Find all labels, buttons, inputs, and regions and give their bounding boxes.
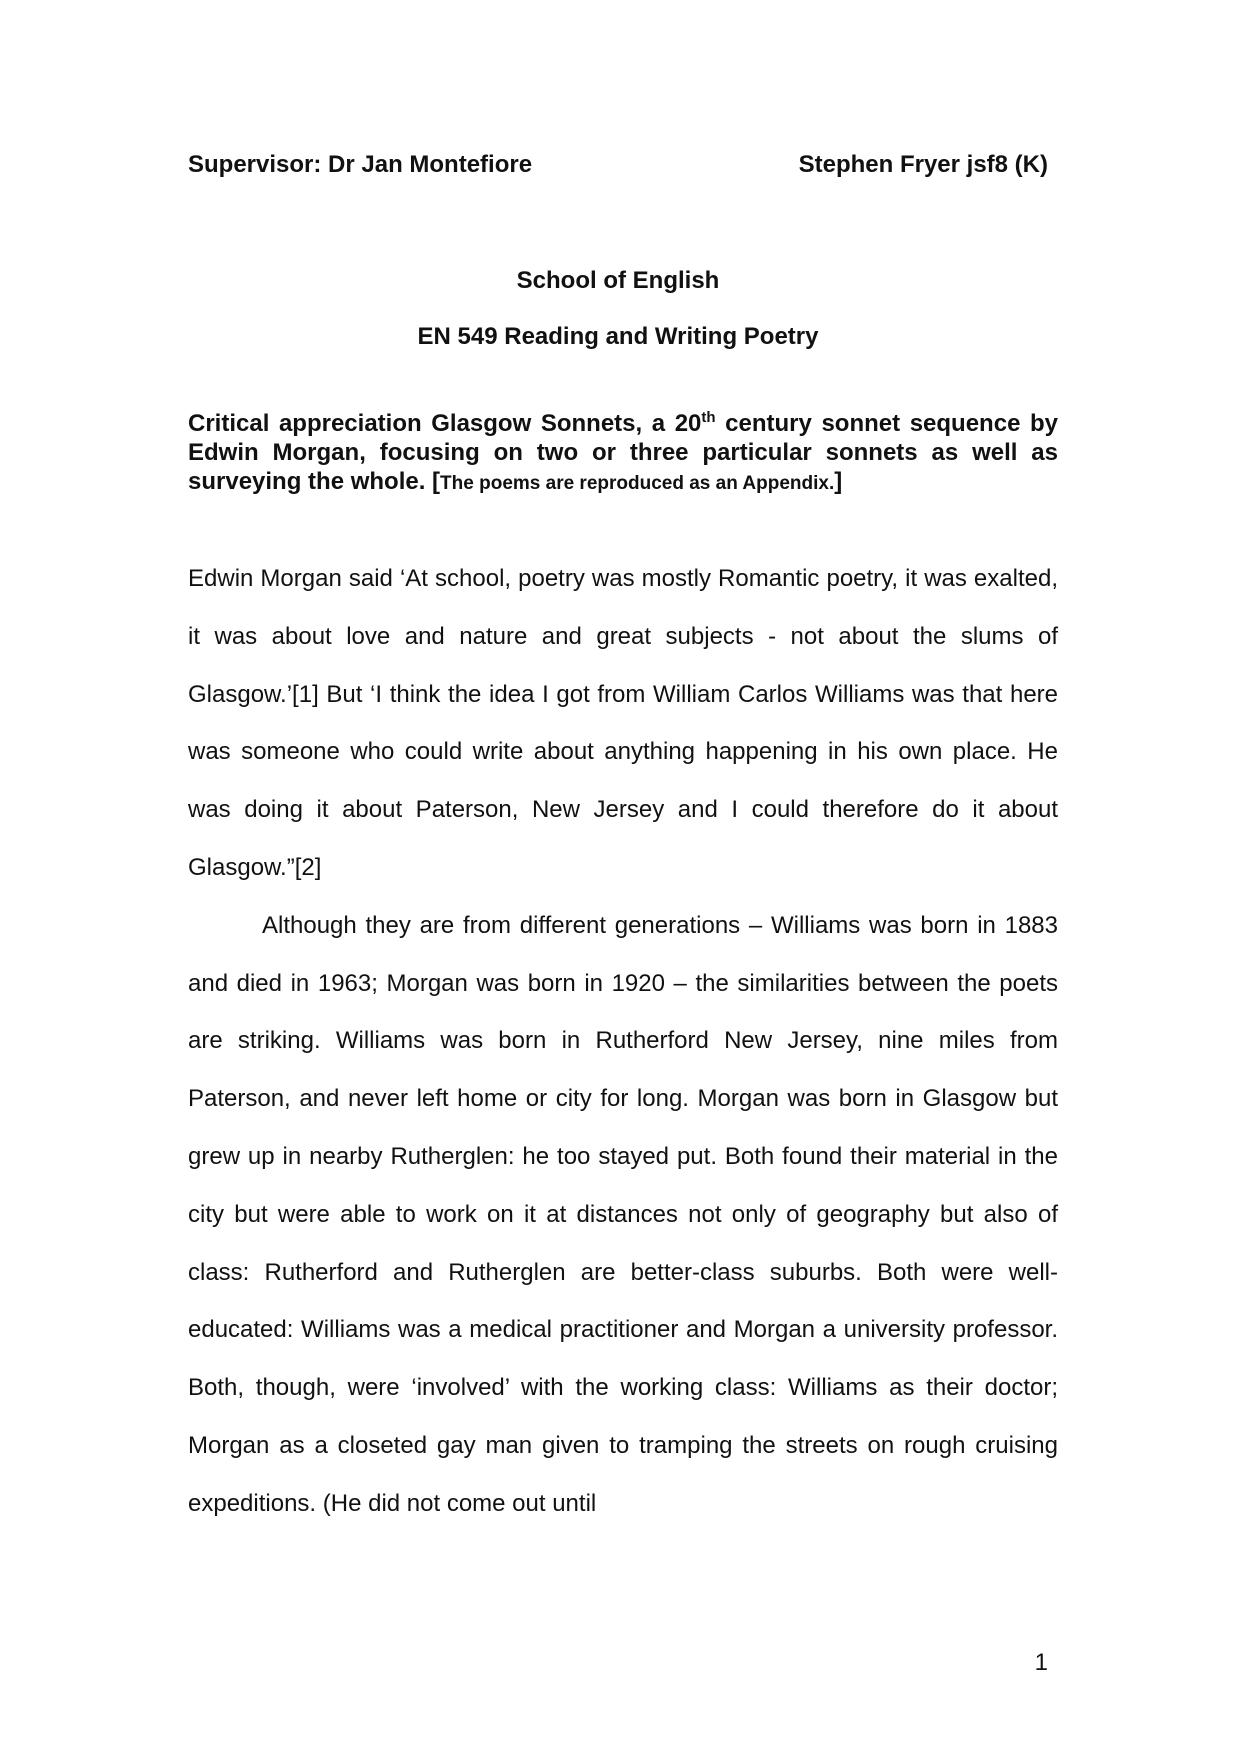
title-close-bracket: ] [834,468,843,495]
student-label: Stephen Fryer jsf8 (K) [798,151,1048,178]
school-heading: School of English [516,267,720,294]
essay-title [188,409,1058,498]
essay-body [188,550,1058,1533]
page-number: 1 [1034,1649,1048,1676]
paragraph-2: Although they are from different generations – Williams was born in 1883 and died in 1963; Morgan was born in 1920 – the similarities between the poets are striking. Williams was born in Rutherford New Jersey, nine miles from Paterson, and never left home or city for long. Morgan was born in Glasgow but grew up in nearby Rutherglen: he too stayed put. Both found their material in the city but were able to work on it at distances not only of geography but also of class: Rutherford and Rutherglen are better-class suburbs. Both were well-educated: Williams was a medical practitioner and Morgan a university professor. Both, though, were ‘involved’ with the working class: Williams as their doctor; Morgan as a closeted gay man given to tramping the streets on rough cruising expeditions. (He did not come out until [188,911,1058,1517]
course-heading: EN 549 Reading and Writing Poetry [417,323,819,350]
paragraph-1: Edwin Morgan said ‘At school, poetry was mostly Romantic poetry, it was exalted, it was about love and nature and great subjects - not about the slums of Glasgow.’[1] But ‘I think the idea I got from William Carlos Williams was that here was someone who could write about anything happening in his own place. He was doing it about Paterson, New Jersey and I could therefore do it about Glasgow.”[2] [188,565,1058,881]
title-superscript: th [701,409,716,426]
title-part-2: century sonnet sequence by Edwin Morgan, focusing on two or three particular sonnets as well as surveying the whole. [ [188,410,1059,495]
supervisor-label: Supervisor: Dr Jan Montefiore [188,151,533,178]
appendix-note: The poems are reproduced as an Appendix. [440,473,835,494]
title-part-1: Critical appreciation Glasgow Sonnets, a 20 [188,410,702,437]
